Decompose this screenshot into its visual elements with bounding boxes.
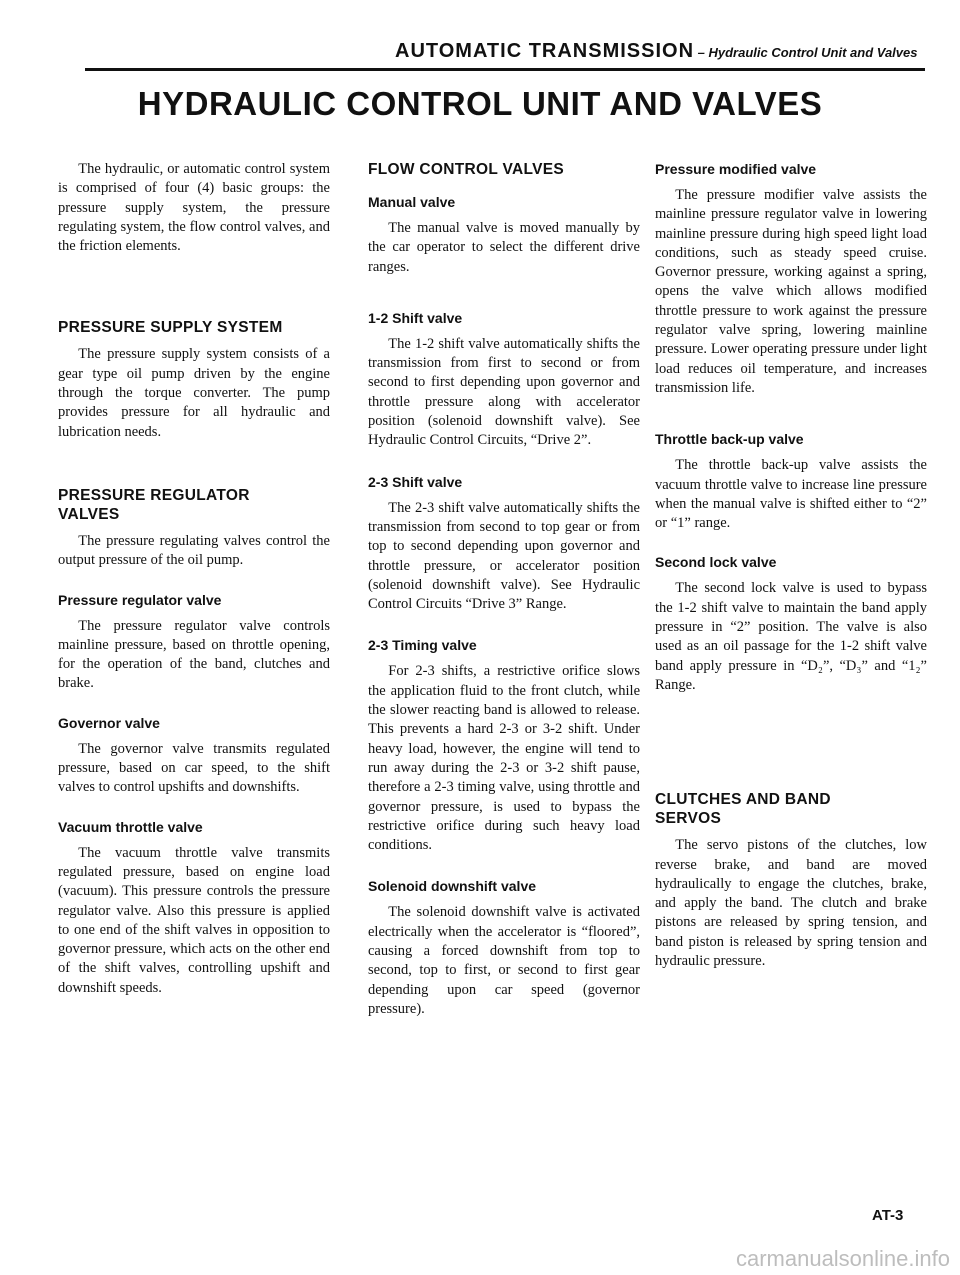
paragraph-vacuum-throttle: The vacuum throttle valve transmits regulated pressure, based on engine load (vacuum). This pressure controls the pressure regulator valve. Also this pressure is applied to one end of the shift valves in opposition to governor pressure, which acts on the other end of the shift valves, controlling upshift and downshift speeds. (58, 844, 330, 996)
paragraph-regulator-valves: The pressure regulating valves control the output pressure of the oil pump. (58, 532, 330, 569)
heading-clutches-band-line2: SERVOS (655, 810, 722, 828)
heading-vacuum-throttle: Vacuum throttle valve (58, 818, 203, 835)
paragraph-shift-23: The 2-3 shift valve automatically shifts the transmission from second to top gear or from top to second depending upon governor and throttle pressure, or accelerator position (solenoid downshift valve). See Hydraulic Control Circuits “Drive 3” Range. (368, 499, 640, 613)
running-header-section: AUTOMATIC TRANSMISSION (395, 40, 695, 62)
heading-governor: Governor valve (58, 714, 160, 731)
page-number: AT-3 (872, 1207, 904, 1224)
heading-regulator-valves (58, 486, 330, 524)
heading-pressure-supply: PRESSURE SUPPLY SYSTEM (58, 319, 283, 337)
watermark: carmanualsonline.info (735, 1246, 950, 1271)
heading-throttle-backup: Throttle back-up valve (655, 431, 804, 448)
heading-shift-12: 1-2 Shift valve (368, 309, 463, 326)
heading-pressure-regulator: Pressure regulator valve (58, 591, 222, 608)
paragraph-manual-valve: The manual valve is moved manually by the car operator to select the different drive ranges. (368, 220, 640, 275)
heading-manual-valve: Manual valve (368, 194, 456, 210)
paragraph-pressure-modified: The pressure modifier valve assists the mainline pressure regulator valve in lowering mainline pressure during high speed light load conditions, such as steady speed cruise. Governor pressure, working against a spring, opens the valve which allows modified throttle pressure to work against the pressure regulator valve spring, lowering mainline pressure. Lower operating pressure under light load reduces oil temperature, and increases transmission life. (655, 187, 927, 396)
header-rule (85, 68, 925, 71)
heading-second-lock: Second lock valve (655, 554, 777, 571)
paragraph-governor: The governor valve transmits regulated pressure, based on car speed, to the shift valves to control upshifts and downshifts. (58, 740, 330, 796)
paragraph-solenoid-valve: The solenoid downshift valve is activated electrically when the accelerator is “floored”, causing a forced downshift from top to second, top to first, or second to first gear depending upon car speed (governor pressure). (368, 904, 640, 1017)
column-left (58, 160, 330, 998)
running-header-subsection: – Hydraulic Control Unit and Valves (694, 45, 918, 60)
heading-regulator-valves-line1: PRESSURE REGULATOR (58, 486, 250, 504)
heading-clutches-band-line1: CLUTCHES AND BAND (655, 791, 831, 809)
column-right (655, 160, 927, 971)
paragraph-pressure-regulator: The pressure regulator valve controls mainline pressure, based on throttle opening, for the operation of the band, clutches and brake. (58, 617, 330, 692)
column-middle (368, 160, 640, 1019)
page-title: HYDRAULIC CONTROL UNIT AND VALVES (137, 85, 823, 122)
running-header (395, 40, 925, 63)
heading-timing-valve: 2-3 Timing valve (368, 637, 477, 654)
paragraph-second-lock: The second lock valve is used to bypass the 1-2 shift valve to maintain the band apply pressure in “2” position. The valve is also used as an oil passage for the 1-2 shift valve band apply pressure in “D₂”, “D₃” and “1₂” Range. (655, 580, 927, 693)
paragraph-timing-valve: For 2-3 shifts, a restrictive orifice slows the application fluid to the front clutch, while the slower reacting band is allowed to release. This prevents a hard 2-3 or 3-2 shift. Under heavy load, however, the engine will tend to run away during the 2-3 or 3-2 shift pause, therefore a 2-3 timing valve, using throttle and governor pressure, is used to bypass the restrictive orifice during such heavy load conditions. (368, 663, 640, 854)
paragraph-throttle-backup: The throttle back-up valve assists the vacuum throttle valve to increase line pressure when the manual valve is shifted either to “2” or “1” range. (655, 457, 927, 532)
heading-shift-23: 2-3 Shift valve (368, 473, 463, 490)
heading-pressure-modified: Pressure modified valve (655, 161, 817, 177)
heading-solenoid-valve: Solenoid downshift valve (368, 878, 537, 895)
heading-flow-control: FLOW CONTROL VALVES (368, 161, 564, 178)
heading-clutches-band (655, 790, 927, 828)
heading-regulator-valves-line2: VALVES (58, 505, 120, 523)
paragraph-clutches-band: The servo pistons of the clutches, low reverse brake, and band are moved hydraulically to engage the clutches, brake, and apply the band. The clutch and brake pistons are released by spring tension, and band piston is released by spring tension and hydraulic pressure. (655, 837, 927, 970)
intro-paragraph: The hydraulic, or automatic control system is comprised of four (4) basic groups: the pressure supply system, the pressure regulating system, the flow control valves, and the friction elements. (58, 161, 330, 255)
paragraph-shift-12: The 1-2 shift valve automatically shifts the transmission from first to second or from second to first depending upon governor and throttle pressure along with accelerator position (solenoid downshift valve). See Hydraulic Control Circuits, “Drive 2”. (368, 335, 640, 449)
paragraph-pressure-supply: The pressure supply system consists of a gear type oil pump driven by the engine through the torque converter. The pump provides pressure for all hydraulic and lubrication needs. (58, 346, 330, 440)
